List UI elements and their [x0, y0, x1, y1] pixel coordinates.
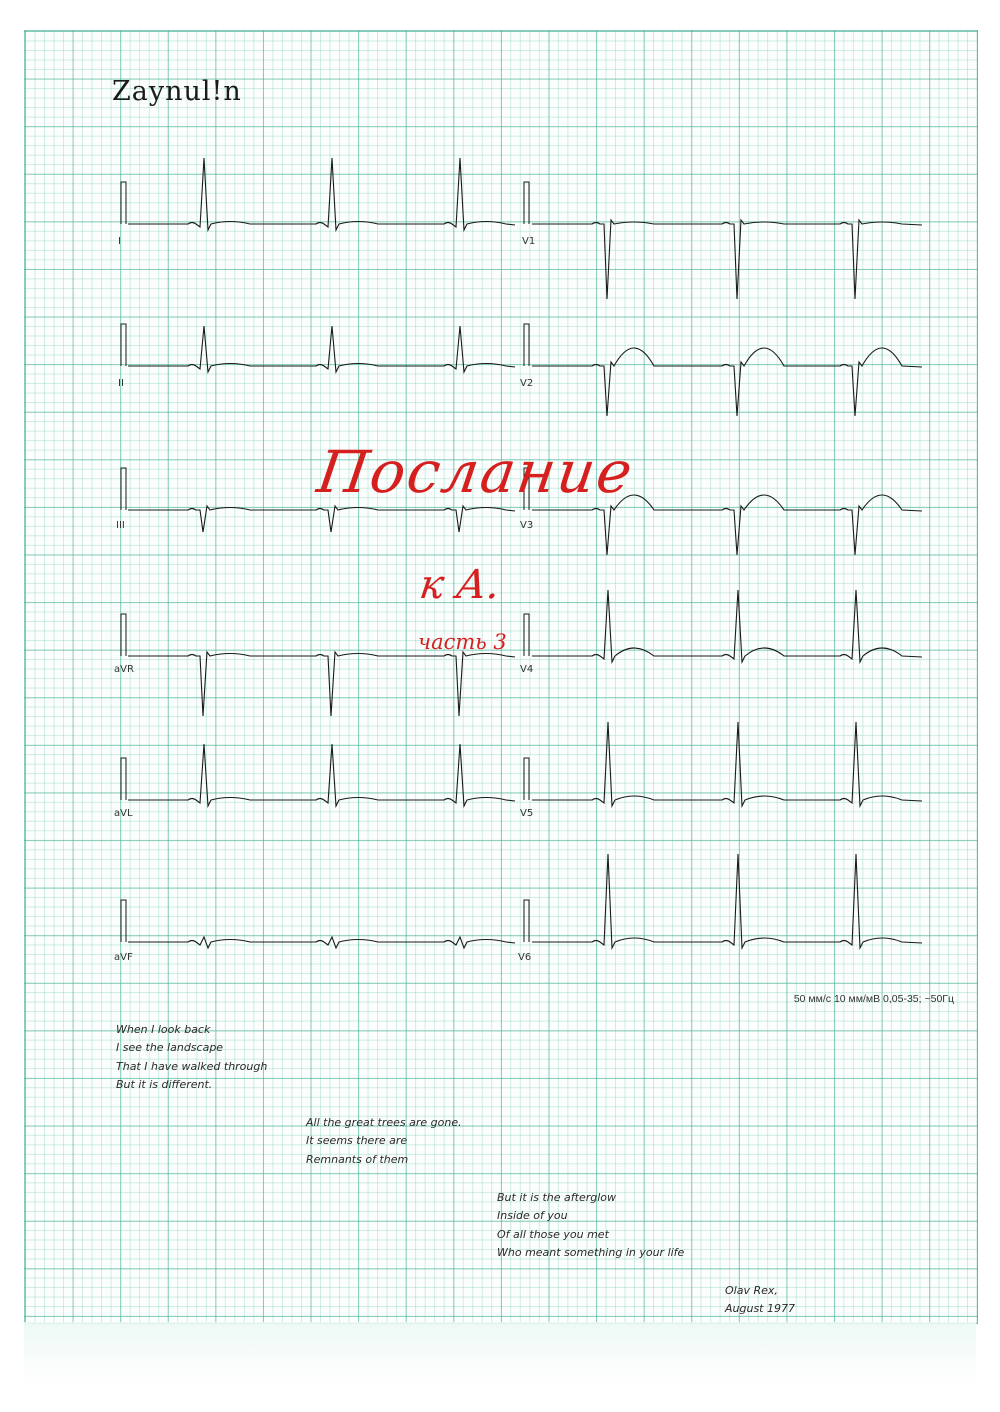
ecg-trace	[128, 506, 515, 532]
lead-label-iii: III	[116, 520, 125, 531]
ecg-trace	[128, 158, 515, 230]
lead-label-v6: V6	[518, 952, 532, 963]
calibration-pulse	[121, 324, 126, 366]
poem-line: I see the landscape	[116, 1041, 224, 1055]
ecg-trace	[532, 854, 922, 948]
calibration-pulse	[524, 900, 529, 942]
signature-name: Olav Rex,	[725, 1284, 778, 1297]
calibration-pulse	[524, 182, 529, 224]
lead-label-v3: V3	[520, 520, 534, 531]
calibration-pulse	[121, 900, 126, 942]
lead-label-avr: aVR	[114, 664, 134, 675]
ecg-trace	[128, 937, 515, 948]
title-part: часть 3	[418, 630, 507, 654]
calibration-pulse	[121, 758, 126, 800]
calibration-pulse	[524, 614, 529, 656]
poem-line: All the great trees are gone.	[306, 1116, 462, 1129]
signature-date: August 1977	[725, 1302, 795, 1316]
poem-signature	[725, 1282, 795, 1319]
poem-line: That I have walked through	[116, 1059, 268, 1073]
lead-label-v1: V1	[522, 236, 536, 247]
lead-label-v5: V5	[520, 808, 534, 819]
poem-line: Inside of you	[497, 1209, 568, 1223]
ecg-trace	[532, 348, 922, 416]
calibration-pulse	[121, 614, 126, 656]
poem-stanza-2	[306, 1114, 462, 1169]
lead-label-i: I	[118, 236, 121, 247]
ecg-trace	[128, 326, 515, 372]
poem-line: Of all those you met	[497, 1227, 609, 1241]
title-main: Послание	[313, 438, 639, 506]
calibration-pulse	[121, 182, 126, 224]
poem-stanza-1	[116, 1021, 267, 1095]
lead-label-ii: II	[118, 378, 124, 389]
poem-line: When I look back	[116, 1023, 211, 1036]
poem-line: Who meant something in your life	[497, 1246, 685, 1260]
poem-line: Remnants of them	[306, 1152, 409, 1166]
lead-label-avf: aVF	[114, 952, 133, 963]
calibration-pulse	[121, 468, 126, 510]
ecg-trace	[128, 744, 515, 806]
calibration-pulse	[524, 758, 529, 800]
poem-line: But it is different.	[116, 1078, 213, 1092]
lead-label-v4: V4	[520, 664, 534, 675]
ecg-trace	[128, 652, 515, 716]
poem-line: But it is the afterglow	[497, 1191, 617, 1204]
poem-line: It seems there are	[306, 1134, 408, 1148]
ecg-trace	[532, 590, 922, 662]
lead-label-v2: V2	[520, 378, 534, 389]
lead-label-avl: aVL	[114, 808, 133, 819]
brand-logo: Zaynul!n	[112, 76, 242, 107]
ecg-trace	[532, 722, 922, 806]
ecg-trace	[532, 220, 922, 299]
calibration-text: 50 мм/с 10 мм/мВ 0,05-35; ~50Гц	[793, 993, 954, 1005]
calibration-pulse	[524, 324, 529, 366]
title-subtitle: к А.	[416, 562, 503, 608]
poem-stanza-3	[497, 1189, 684, 1263]
